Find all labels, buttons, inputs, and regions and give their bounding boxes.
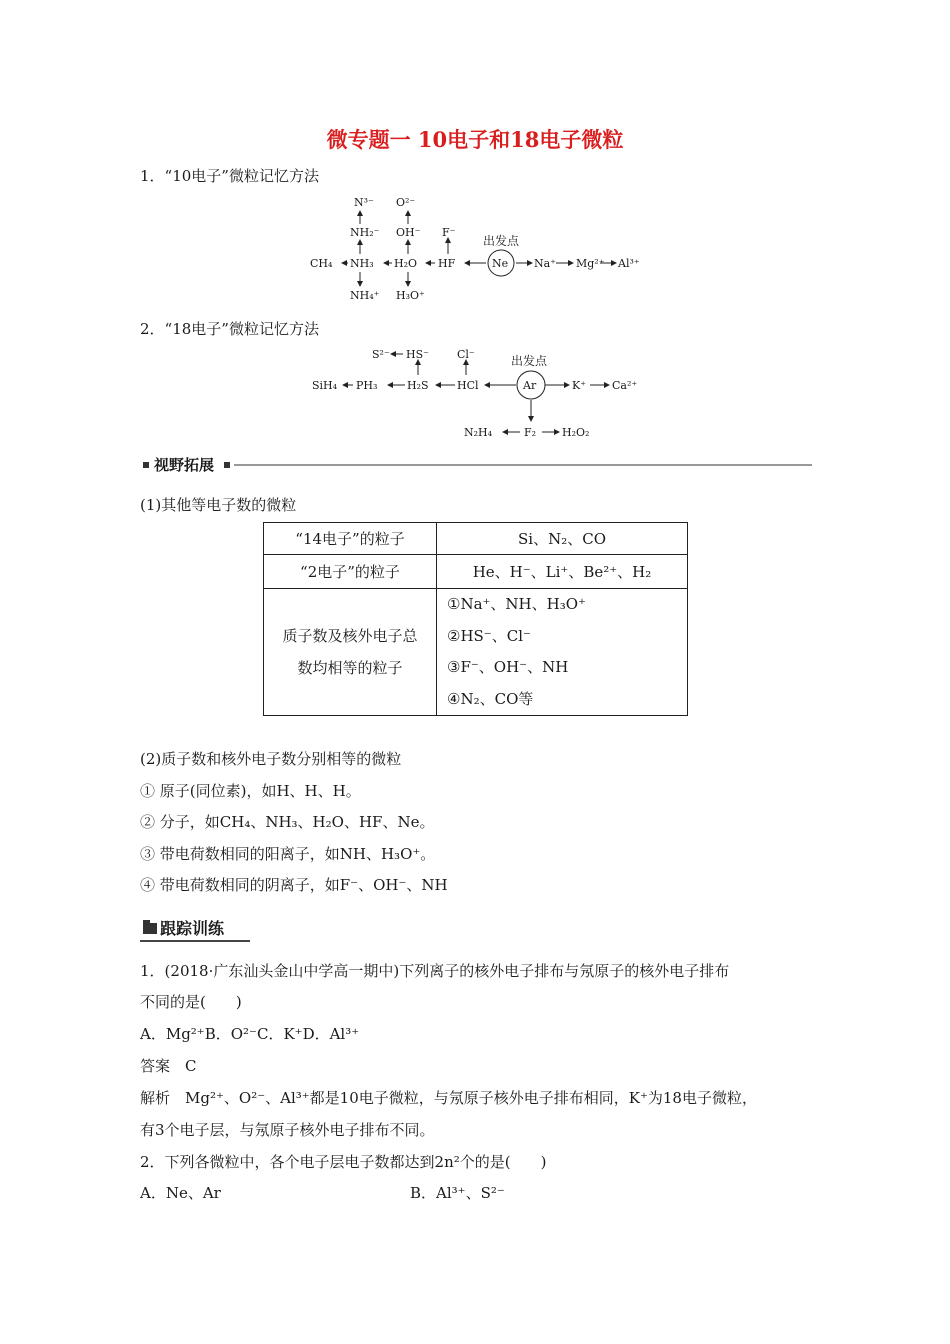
list-item: ④ 带电荷数相同的阴离子，如F⁻、OH⁻、NH <box>140 876 448 894</box>
d10-nh2: NH₂⁻ <box>350 226 380 239</box>
list-item: ③ 带电荷数相同的阳离子，如NH、H₃O⁺。 <box>140 845 436 863</box>
q1-line-1: 1．(2018·广东汕头金山中学高一期中)下列离子的核外电子排布与氖原子的核外电子排布 <box>140 962 730 980</box>
q2-option-a: A．Ne、Ar <box>140 1184 221 1202</box>
list-item: ① 原子(同位素)，如H、H、H。 <box>140 782 361 800</box>
d10-n3: N³⁻ <box>354 196 374 209</box>
d18-cl: Cl⁻ <box>457 348 475 361</box>
d10-al: Al³⁺ <box>618 257 640 270</box>
table-row <box>264 589 688 716</box>
section-label: 视野拓展 <box>154 456 215 474</box>
d10-f: F⁻ <box>442 226 456 239</box>
table-row <box>264 555 688 589</box>
paragraph-2: (2)质子数和核外电子数分别相等的微粒 <box>140 750 402 768</box>
section-marker-left <box>143 462 149 468</box>
d10-h3o: H₃O⁺ <box>396 289 425 302</box>
q1-options: A．Mg²⁺B．O²⁻C．K⁺D．Al³⁺ <box>140 1025 360 1043</box>
heading-10-electron: 1．“10电子”微粒记忆方法 <box>140 167 319 185</box>
d10-h2o: H₂O <box>394 257 418 270</box>
d10-oh: OH⁻ <box>396 226 421 239</box>
table-cell-value <box>437 589 688 716</box>
training-icon-notch <box>150 916 157 923</box>
diagram-10-electron <box>300 190 660 308</box>
heading-18-electron: 2．“18电子”微粒记忆方法 <box>140 320 319 338</box>
table-row <box>264 523 688 555</box>
table-cell-value: Si、N₂、CO <box>437 523 688 555</box>
equal-electron-table <box>263 522 688 716</box>
d18-hcl: HCl <box>457 379 479 392</box>
d18-n2h4: N₂H₄ <box>464 426 493 439</box>
table-item: ④N₂、CO等 <box>447 689 534 708</box>
diagram-18-electron <box>300 343 660 443</box>
page-title: 微专题一 10电子和18电子微粒 <box>326 127 624 152</box>
d10-hf: HF <box>438 257 456 270</box>
d18-h2o2: H₂O₂ <box>562 426 590 439</box>
table-item: ①Na⁺、NH、H₃O⁺ <box>447 595 586 613</box>
section-header-extension <box>140 456 812 474</box>
table-cell-label: “14电子”的粒子 <box>264 523 437 555</box>
q1-explanation-1: 解析 Mg²⁺、O²⁻、Al³⁺都是10电子微粒，与氖原子核外电子排布相同，K⁺为18电子微粒， <box>140 1089 757 1107</box>
table-item: ②HS⁻、Cl⁻ <box>447 626 531 645</box>
d10-na: Na⁺ <box>534 257 556 270</box>
q1-explanation-2: 有3个电子层，与氖原子核外电子排布不同。 <box>140 1121 435 1139</box>
paragraph-1: (1)其他等电子数的微粒 <box>140 496 297 514</box>
d10-mg: Mg²⁺ <box>576 257 605 270</box>
q2-line-1: 2．下列各微粒中，各个电子层电子数都达到2n²个的是( ) <box>140 1153 547 1171</box>
section-rule <box>234 464 812 466</box>
d10-start-label: 出发点 <box>483 234 520 248</box>
d18-f2: F₂ <box>524 426 537 439</box>
section-marker-right <box>224 462 230 468</box>
table-cell-value: He、H⁻、Li⁺、Be²⁺、H₂ <box>437 555 688 589</box>
q1-answer: 答案 C <box>140 1057 197 1075</box>
d18-hs: HS⁻ <box>406 348 429 361</box>
q2-option-b: B．Al³⁺、S²⁻ <box>410 1184 505 1202</box>
d18-k: K⁺ <box>572 379 587 392</box>
d18-ca: Ca²⁺ <box>612 379 638 392</box>
d10-o2: O²⁻ <box>396 196 416 209</box>
table-big-label-1: 质子数及核外电子总 <box>282 627 418 645</box>
d10-nh4: NH₄⁺ <box>350 289 380 302</box>
d18-ph3: PH₃ <box>356 379 378 392</box>
training-rule <box>140 940 250 942</box>
table-cell-label <box>264 589 437 716</box>
d10-ne: Ne <box>492 257 509 270</box>
list-item: ② 分子，如CH₄、NH₃、H₂O、HF、Ne。 <box>140 813 435 831</box>
q1-line-2: 不同的是( ) <box>140 993 242 1011</box>
table-big-label-2: 数均相等的粒子 <box>297 659 403 677</box>
d18-start-label: 出发点 <box>511 354 548 368</box>
training-label: 跟踪训练 <box>160 919 225 938</box>
d18-sih4: SiH₄ <box>312 379 338 392</box>
d18-s2: S²⁻ <box>372 348 390 361</box>
d10-nh3: NH₃ <box>350 257 374 270</box>
d18-h2s: H₂S <box>407 379 429 392</box>
section-header-training <box>140 916 250 942</box>
d18-ar: Ar <box>523 379 537 392</box>
d10-ch4: CH₄ <box>310 257 333 270</box>
table-item: ③F⁻、OH⁻、NH <box>447 658 569 676</box>
table-cell-label: “2电子”的粒子 <box>264 555 437 589</box>
